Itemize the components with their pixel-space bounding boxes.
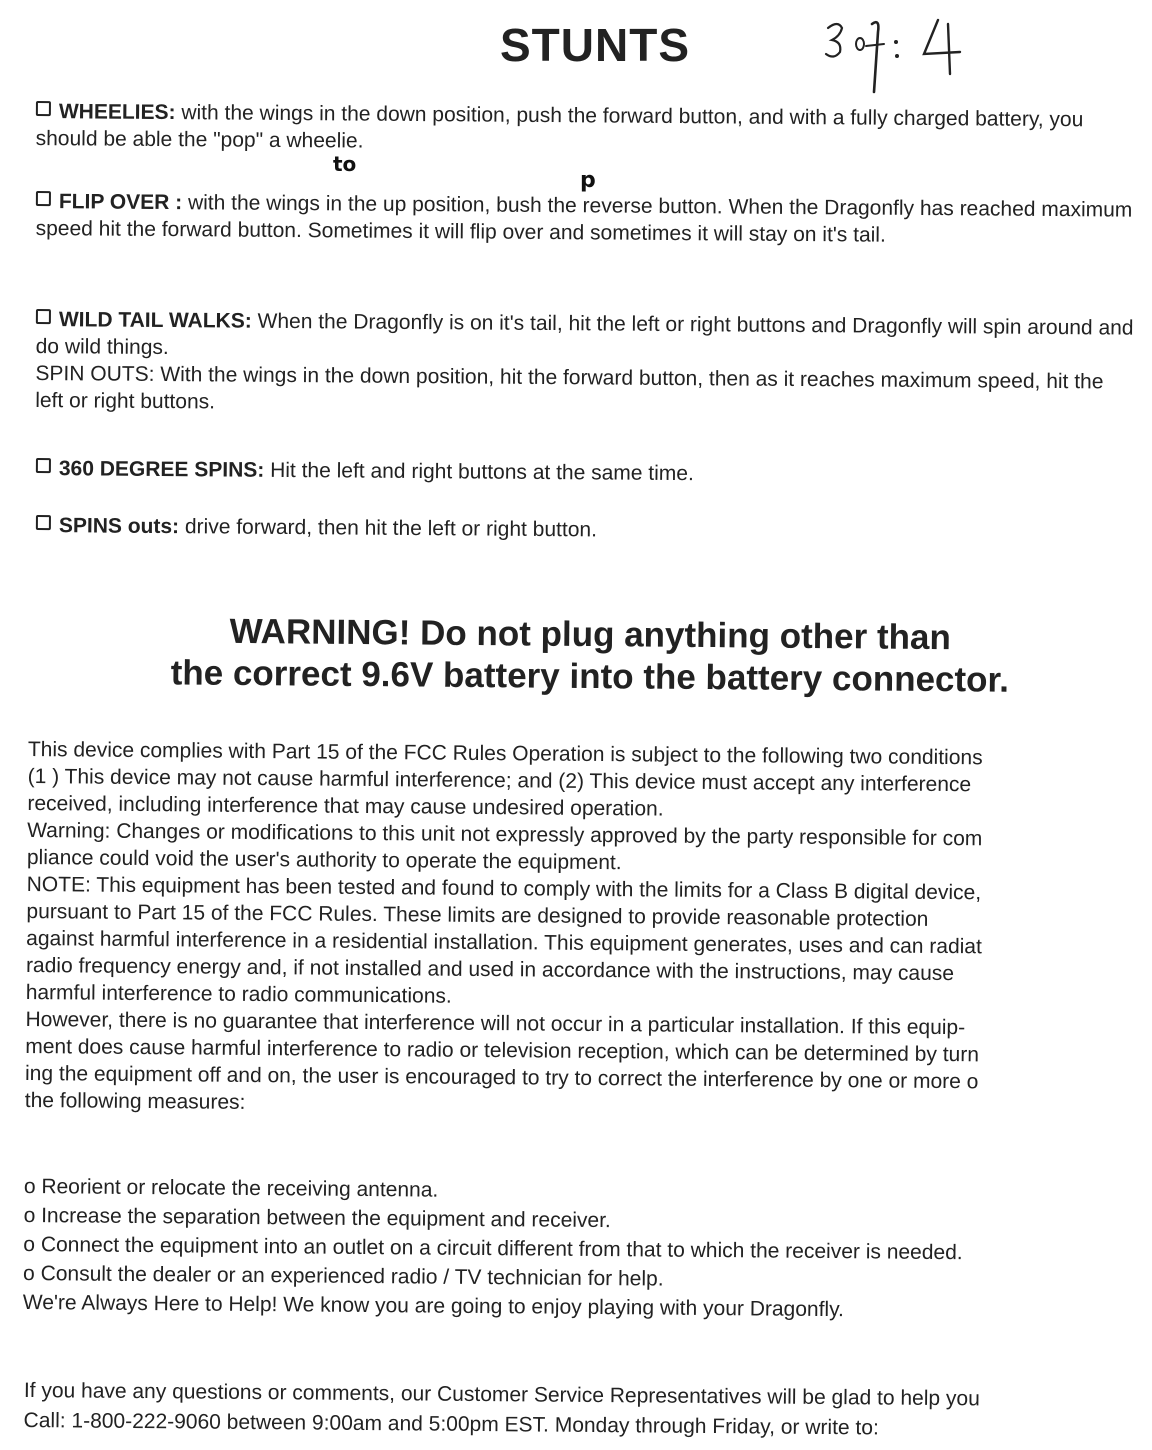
stunt-label: WILD TAIL WALKS: [58,308,252,333]
fcc-line: received, including interference that may cause undesired operation. [27,791,664,821]
fcc-line: pursuant to Part 15 of the FCC Rules. These limits are designed to provide reasonable protection [26,899,929,931]
fcc-line: against harmful interference in a residential installation. This equipment generates, uses and can radiat [26,926,982,959]
stunt-spin-outs: SPIN OUTS: With the wings in the down position, hit the forward button, then as it reaches maximum speed, hit the left or right buttons. [35,361,1104,414]
stunt-wild-tail-walks [35,306,1136,423]
fcc-line: radio frequency energy and, if not installed and used in accordance with the instructions, may cause [25,953,955,986]
fcc-line: ing the equipment off and on, the user is encouraged to try to correct the interference by one or more o [24,1061,979,1094]
fcc-line: However, there is no guarantee that interference will not occur in a particular installation. If this equip- [25,1007,966,1040]
page-title: STUNTS [500,19,690,71]
measure-item: o Reorient or relocate the receiving antenna. [23,1174,439,1202]
closing-line: We're Always Here to Help! We know you are going to enjoy playing with your Dragonfly. [22,1290,845,1322]
stunt-spins-outs [36,512,1136,548]
stunt-label: 360 DEGREE SPINS: [58,457,265,482]
measure-item: o Increase the separation between the equipment and receiver. [23,1203,611,1233]
warning-line-2: the correct 9.6V battery into the battery connector. [170,653,1010,700]
stunt-label: WHEELIES: [58,100,176,125]
stunt-flip-over [36,188,1136,251]
stunt-text: Hit the left and right buttons at the same time. [264,458,694,486]
measure-item: o Consult the dealer or an experienced radio / TV technician for help. [23,1261,664,1291]
checkbox-icon [36,101,51,116]
stunt-text: with the wings in the up position, bush the reverse button. When the Dragonfly has reached maximum speed hit the forward button. Sometimes it will flip over and sometimes it will stay on it's tail. [35,191,1133,247]
customer-service-contact [23,1376,1143,1446]
checkbox-icon [36,515,51,530]
fcc-line: pliance could void the user's authority to operate the equipment. [26,845,622,875]
checkbox-icon [36,458,51,473]
handwritten-correction-to: to [333,152,357,176]
battery-warning [0,609,1152,703]
stunt-label: SPINS outs: [58,514,180,539]
stunt-wheelies [36,98,1136,161]
stunt-label: FLIP OVER : [58,190,183,215]
contact-line: Call: 1-800-222-9060 between 9:00am and 5:00pm EST. Monday through Friday, or write to: [23,1408,879,1440]
fcc-line: (1 ) This device may not cause harmful interference; and (2) This device must accept any interference [27,764,972,797]
fcc-line: the following measures: [24,1088,246,1114]
fcc-line: harmful interference to radio communications. [25,980,452,1008]
stunt-text: drive forward, then hit the left or right button. [178,515,598,542]
stunt-text: When the Dragonfly is on it's tail, hit the left or right buttons and Dragonfly will spin around and do wild things. [35,309,1134,360]
checkbox-icon [36,309,51,324]
fcc-statement [25,736,1138,1124]
measure-item: o Connect the equipment into an outlet on a circuit different from that to which the receiver is needed. [23,1232,963,1265]
handwritten-correction-p: p [580,168,596,193]
handwritten-page-number [820,14,1000,94]
checkbox-icon [36,191,51,206]
contact-line: If you have any questions or comments, our Customer Service Representatives will be glad to help you [23,1378,980,1411]
interference-measures [23,1172,1134,1327]
fcc-line: This device complies with Part 15 of the FCC Rules Operation is subject to the following two conditions [27,737,983,770]
fcc-line: Warning: Changes or modifications to this unit not expressly approved by the party responsible for com [27,818,983,851]
fcc-line: NOTE: This equipment has been tested and found to comply with the limits for a Class B digital device, [26,872,982,905]
stunt-text: with the wings in the down position, push the forward button, and with a fully charged battery, you should be able the "pop" a wheelie. [35,101,1084,153]
stunt-360-degree-spins [36,455,1136,491]
fcc-line: ment does cause harmful interference to radio or television reception, which can be determined by turn [25,1034,980,1067]
warning-line-1: WARNING! Do not plug anything other than [229,611,951,658]
